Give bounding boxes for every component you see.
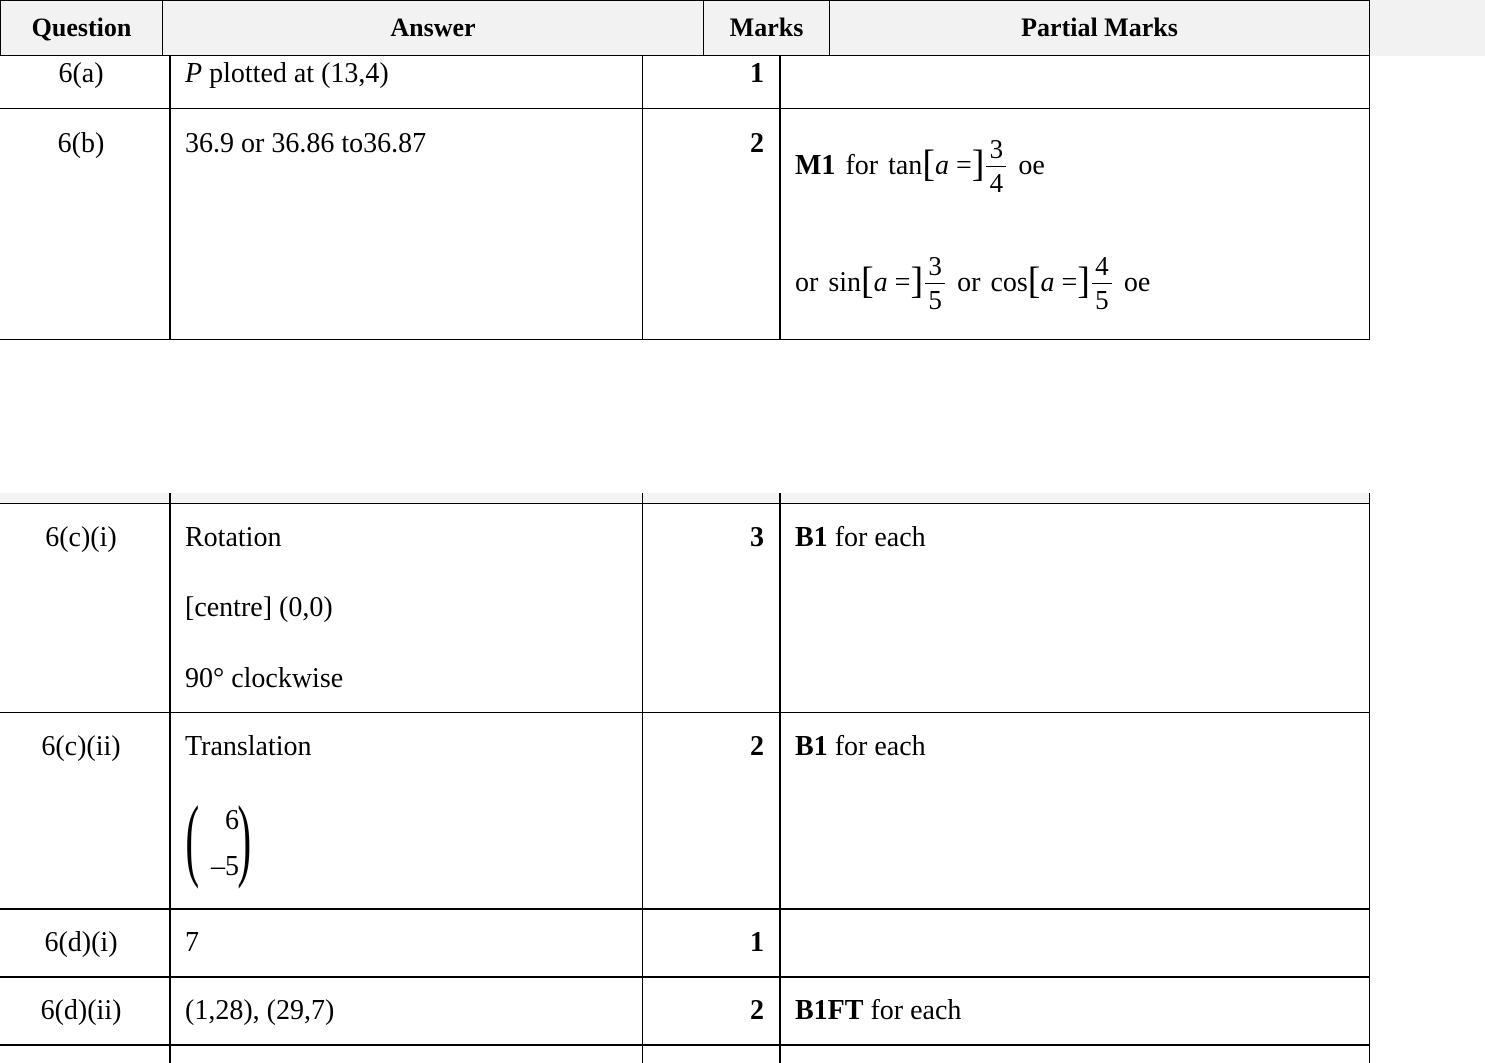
column-divider xyxy=(1369,56,1370,340)
vector-paren-left: ( xyxy=(185,787,200,889)
marks-value: 1 xyxy=(750,927,764,958)
numerator: 4 xyxy=(1095,251,1109,281)
question-number: 6(c)(ii) xyxy=(41,731,121,762)
variable: a xyxy=(873,267,888,298)
answer-text: Translation xyxy=(185,731,312,762)
vector-top: 6 xyxy=(225,805,239,836)
header-partial-marks xyxy=(829,0,1370,56)
mark-code: B1 xyxy=(795,522,828,553)
equals: = xyxy=(894,267,911,298)
bracket-close: ] xyxy=(1077,260,1090,302)
bracket-open: [ xyxy=(861,260,874,302)
partial-text: oe xyxy=(1018,150,1045,181)
equals: = xyxy=(1061,267,1078,298)
fraction xyxy=(1092,253,1112,313)
header-question-label: Question xyxy=(31,13,132,42)
row-divider xyxy=(0,908,1370,910)
page-break-strip xyxy=(0,493,1370,503)
partial-text: for each xyxy=(834,522,926,553)
column-divider xyxy=(169,56,171,340)
header-marks xyxy=(703,0,830,56)
answer-line: Rotation xyxy=(185,522,282,553)
marks-value: 2 xyxy=(750,995,764,1026)
marks-value: 1 xyxy=(750,58,764,89)
header-question xyxy=(0,0,163,56)
row-divider xyxy=(0,976,1370,978)
partial-mark-text xyxy=(795,522,926,554)
partial-text: or xyxy=(957,267,981,298)
denominator: 4 xyxy=(989,168,1004,198)
header-answer-label: Answer xyxy=(390,13,476,42)
bracket-close: ] xyxy=(971,143,985,185)
column-divider xyxy=(1369,493,1370,1063)
header-marks-label: Marks xyxy=(729,13,804,42)
trig-function: cos xyxy=(990,267,1028,298)
bracket-close: ] xyxy=(910,260,924,302)
question-number: 6(b) xyxy=(57,128,105,159)
partial-text: for each xyxy=(870,995,962,1026)
answer-text: 7 xyxy=(185,927,199,958)
answer-rest: plotted at (13,4) xyxy=(209,58,389,89)
marks-value: 2 xyxy=(750,128,764,159)
vector-paren-right: ) xyxy=(237,787,252,889)
question-number: 6(d)(ii) xyxy=(40,995,122,1026)
question-number: 6(d)(i) xyxy=(44,927,118,958)
partial-mark-line-1 xyxy=(795,130,1045,202)
partial-mark-text xyxy=(795,731,926,763)
column-divider xyxy=(779,493,781,1063)
column-vector xyxy=(185,787,255,890)
answer-text: 36.9 or 36.86 to36.87 xyxy=(185,128,427,159)
denominator: 5 xyxy=(1095,285,1109,315)
numerator: 3 xyxy=(928,251,942,281)
numerator: 3 xyxy=(989,134,1004,164)
mark-code: M1 xyxy=(795,150,836,181)
denominator: 5 xyxy=(928,285,942,315)
partial-mark-line-2 xyxy=(795,247,1150,319)
marks-value: 3 xyxy=(750,522,764,553)
column-divider xyxy=(642,56,643,340)
header-partial-label: Partial Marks xyxy=(1021,13,1178,42)
header-answer xyxy=(162,0,704,56)
trig-function: tan xyxy=(888,150,923,181)
partial-mark-text xyxy=(795,995,961,1027)
column-divider xyxy=(642,493,643,1063)
fraction xyxy=(925,253,945,313)
bracket-open: [ xyxy=(1027,260,1041,302)
marks-value: 2 xyxy=(750,731,764,762)
mark-code: B1 xyxy=(795,731,828,762)
variable: a xyxy=(934,150,949,181)
column-divider xyxy=(779,56,781,340)
question-number: 6(a) xyxy=(58,58,104,89)
row-divider xyxy=(0,339,1370,340)
partial-text: for xyxy=(845,150,879,181)
partial-text: for each xyxy=(834,731,926,762)
fraction xyxy=(986,136,1006,196)
row-divider xyxy=(0,1044,1370,1046)
trig-function: sin xyxy=(828,267,862,298)
question-number: 6(c)(i) xyxy=(45,522,117,553)
row-divider xyxy=(0,712,1370,713)
answer-text xyxy=(185,58,389,90)
answer-line: [centre] (0,0) xyxy=(185,592,333,623)
mark-code: B1FT xyxy=(795,995,864,1026)
answer-line: 90° clockwise xyxy=(185,663,344,694)
partial-text: or xyxy=(795,267,819,298)
column-divider xyxy=(169,493,171,1063)
answer-text: (1,28), (29,7) xyxy=(185,995,335,1026)
partial-text: oe xyxy=(1123,267,1151,298)
row-divider xyxy=(0,108,1370,109)
bracket-open: [ xyxy=(922,143,935,185)
variable: a xyxy=(1040,267,1055,298)
vector-bottom: –5 xyxy=(211,851,239,882)
answer-variable: P xyxy=(185,58,203,89)
equals: = xyxy=(955,150,972,181)
row-divider xyxy=(0,503,1370,504)
